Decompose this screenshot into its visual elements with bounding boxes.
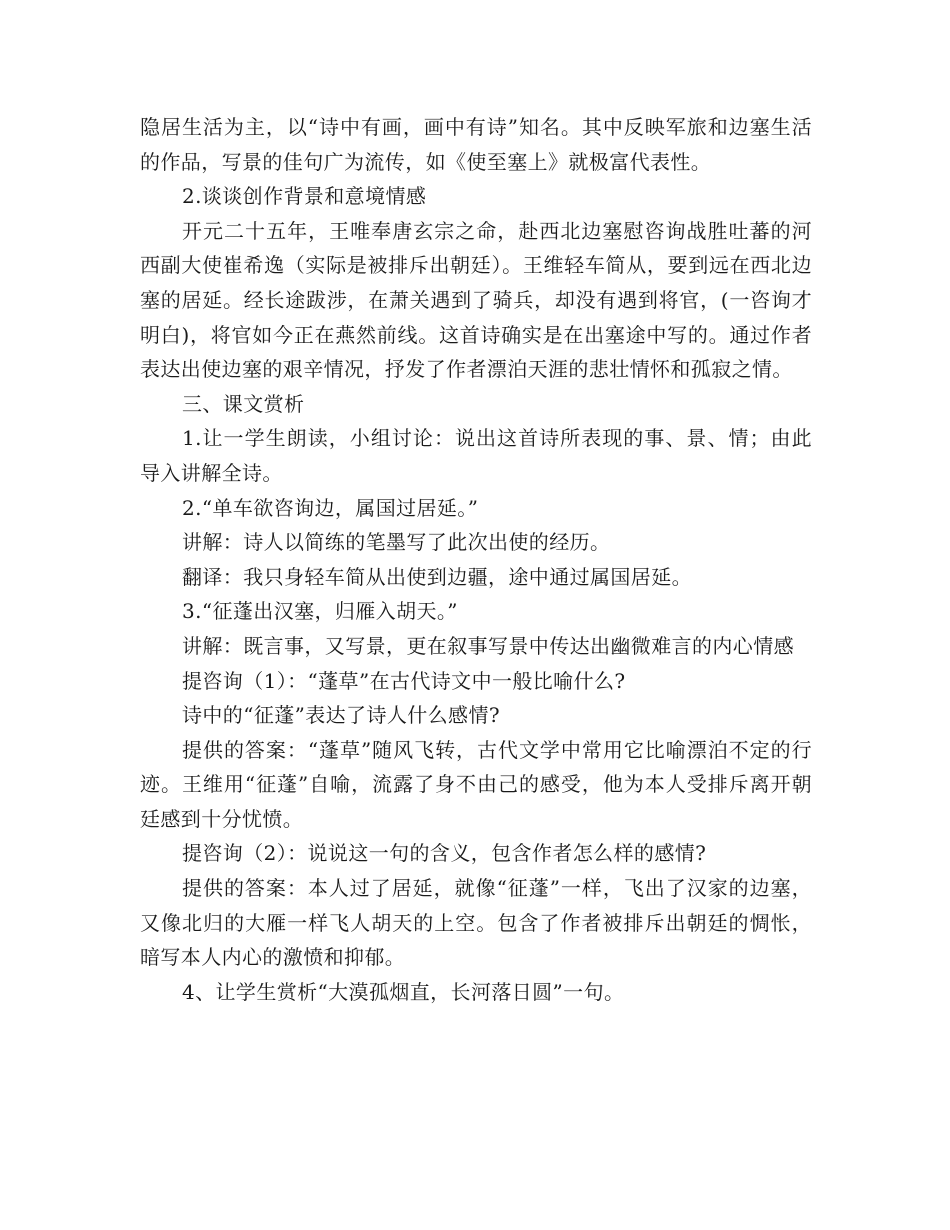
paragraph: 1.让一学生朗读，小组讨论：说出这首诗所表现的事、景、情；由此导入讲解全诗。	[140, 426, 812, 485]
paragraph: 隐居生活为主，以“诗中有画，画中有诗”知名。其中反映军旅和边塞生活的作品，写景的佳句广为流传，如《使至塞上》就极富代表性。	[140, 115, 812, 174]
section-heading: 2.谈谈创作背景和意境情感	[182, 184, 427, 209]
paragraph: 诗中的“征蓬”表达了诗人什么感情?	[182, 703, 500, 728]
section-heading: 三、课文赏析	[182, 391, 305, 416]
paragraph: 提咨询（2）：说说这一句的含义，包含作者怎么样的感情?	[182, 841, 707, 866]
paragraph: 讲解：诗人以简练的笔墨写了此次出使的经历。	[182, 530, 611, 555]
document-page	[140, 110, 812, 1009]
paragraph: 开元二十五年，王唯奉唐玄宗之命，赴西北边塞慰咨询战胜吐蕃的河西副大使崔希逸（实际是被排斥出朝廷）。王维轻车简从，要到远在西北边塞的居延。经长途跋涉，在萧关遇到了骑兵，却没有遇到将官，(一咨询才明白)，将官如今正在燕然前线。这首诗确实是在出塞途中写的。通过作者表达出使边塞的艰辛情况，抒发了作者漂泊天涯的悲壮情怀和孤寂之情。	[140, 218, 812, 382]
paragraph: 2.“单车欲咨询边，属国过居延。”	[182, 495, 479, 520]
paragraph: 提供的答案：本人过了居延，就像“征蓬”一样，飞出了汉家的边塞，又像北归的大雁一样飞人胡天的上空。包含了作者被排斥出朝廷的惆怅，暗写本人内心的激愤和抑郁。	[140, 876, 812, 970]
paragraph: 3.“征蓬出汉塞，归雁入胡天。”	[182, 599, 458, 624]
paragraph: 提供的答案：“蓬草”随风飞转，古代文学中常用它比喻漂泊不定的行迹。王维用“征蓬”自喻，流露了身不由己的感受，他为本人受排斥离开朝廷感到十分忧愤。	[140, 737, 812, 831]
paragraph: 翻译：我只身轻车简从出使到边疆，途中通过属国居延。	[182, 564, 692, 589]
paragraph: 提咨询（1）：“蓬草”在古代诗文中一般比喻什么?	[182, 668, 626, 693]
paragraph: 4、让学生赏析“大漠孤烟直，长河落日圆”一句。	[182, 979, 625, 1004]
paragraph: 讲解：既言事，又写景，更在叙事写景中传达出幽微难言的内心情感	[182, 633, 794, 658]
